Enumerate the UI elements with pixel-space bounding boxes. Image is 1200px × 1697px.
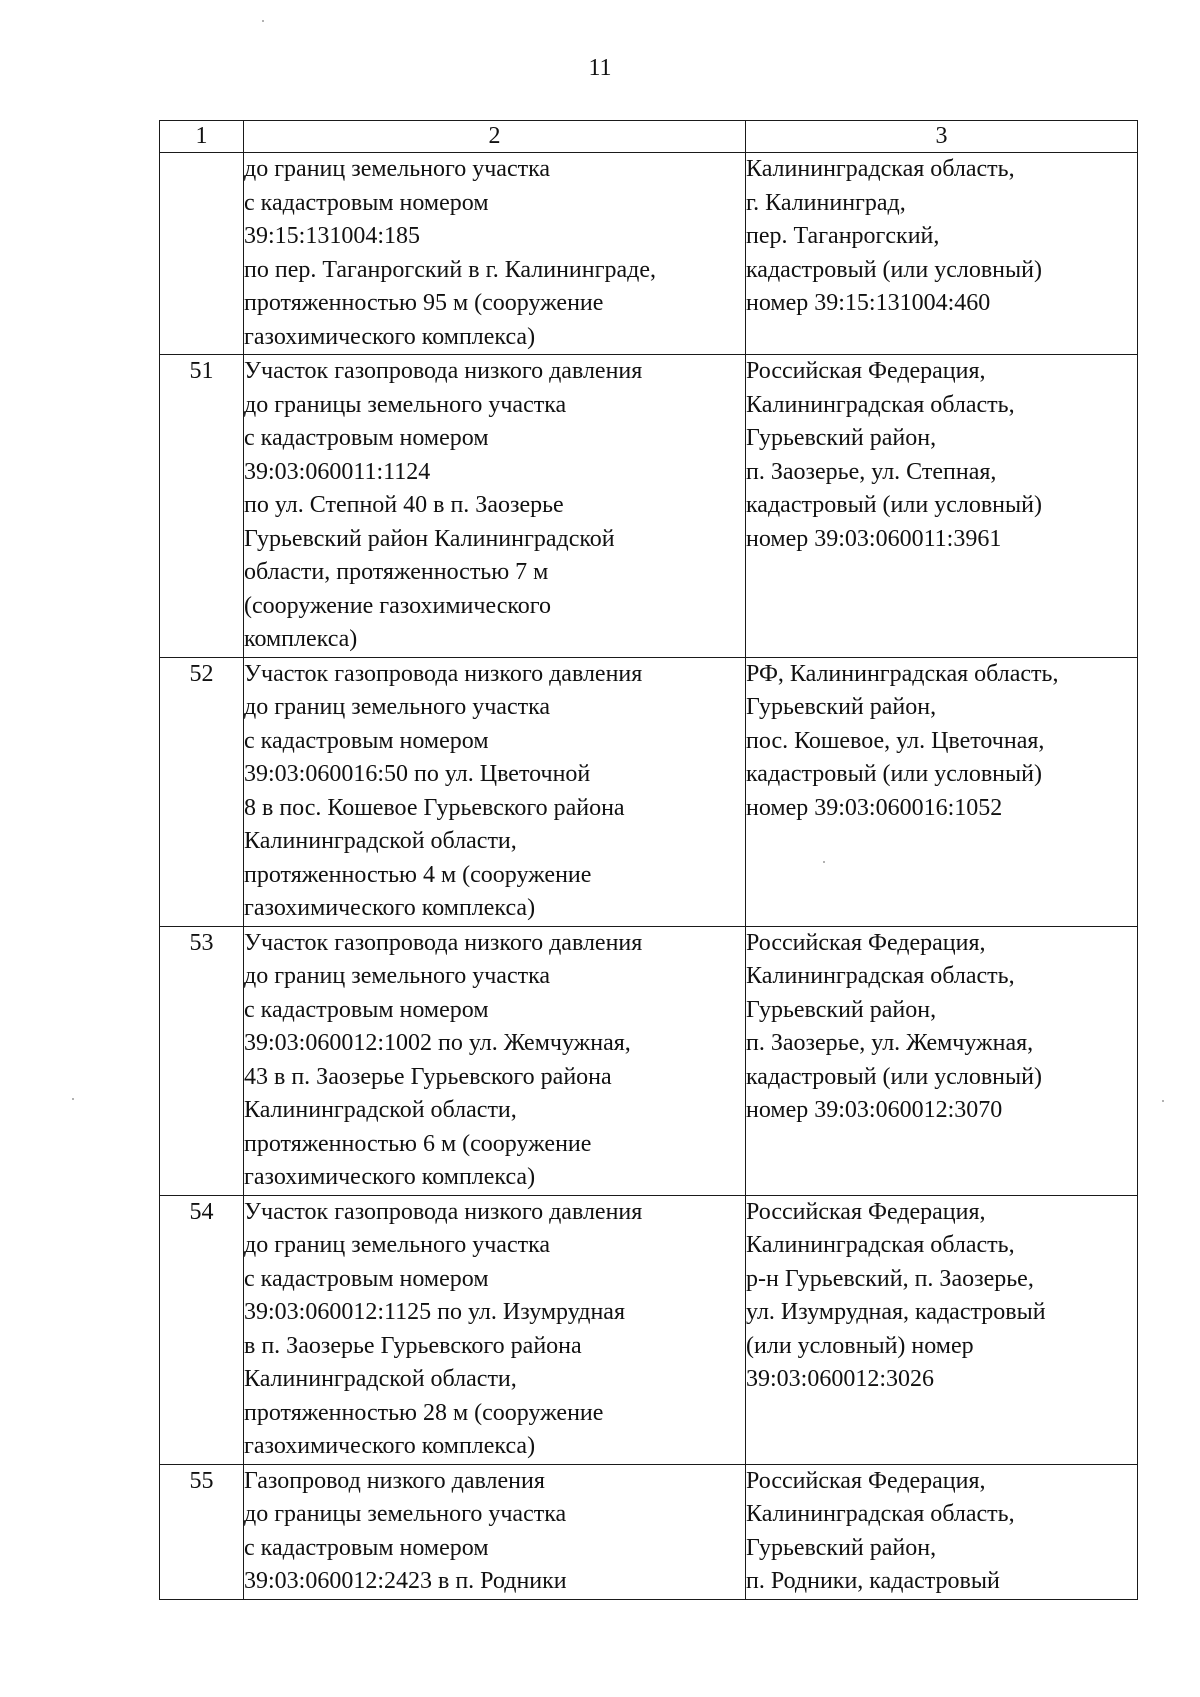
description-line: 39:03:060012:1002 по ул. Жемчужная,	[244, 1030, 631, 1056]
row-number: 52	[160, 657, 244, 926]
address-line: Гурьевский район,	[746, 996, 937, 1023]
address-line: кадастровый (или условный)	[746, 1063, 1042, 1090]
description-line: 39:15:131004:185	[244, 223, 421, 249]
description-line: газохимического комплекса)	[244, 895, 536, 921]
address-line: Российская Федерация,	[746, 358, 986, 384]
address-line: р-н Гурьевский, п. Заозерье,	[746, 1265, 1034, 1292]
address-line: кадастровый (или условный)	[746, 761, 1042, 787]
description-line: до границ земельного участка	[244, 1232, 551, 1258]
address-line: Российская Федерация,	[746, 929, 986, 956]
description-line: протяженностью 95 м (сооружение	[244, 290, 604, 316]
address-line: Калининградская область,	[746, 1501, 1015, 1527]
description-line: 39:03:060012:1125 по ул. Изумрудная	[244, 1299, 625, 1325]
description-line: Участок газопровода низкого давления	[244, 358, 643, 384]
description-line: протяженностью 6 м (сооружение	[244, 1130, 592, 1157]
column-header-3: 3	[746, 121, 1138, 153]
object-address	[746, 153, 1138, 355]
object-description	[244, 657, 746, 926]
description-line: до границы земельного участка	[244, 391, 567, 418]
description-line: 39:03:060011:1124	[244, 458, 431, 485]
description-line: по ул. Степной 40 в п. Заозерье	[244, 492, 564, 518]
description-line: с кадастровым номером	[244, 996, 489, 1023]
description-line: с кадастровым номером	[244, 727, 489, 754]
address-line: 39:03:060012:3026	[746, 1366, 935, 1392]
address-line: РФ, Калининградская область,	[746, 660, 1059, 687]
address-line: Российская Федерация,	[746, 1467, 986, 1494]
address-line: Гурьевский район,	[746, 425, 937, 451]
description-line: Участок газопровода низкого давления	[244, 929, 643, 956]
address-line: Калининградская область,	[746, 963, 1015, 989]
address-line: Калининградская область,	[746, 1232, 1015, 1258]
description-line: Калининградской области,	[244, 1097, 517, 1123]
document-table	[159, 120, 1138, 1600]
object-description	[244, 355, 746, 658]
description-line: с кадастровым номером	[244, 189, 489, 216]
description-line: Гурьевский район Калининградской	[244, 525, 615, 552]
description-line: до границы земельного участка	[244, 1501, 567, 1527]
address-line: Гурьевский район,	[746, 1534, 937, 1561]
scan-speck	[262, 20, 264, 22]
address-line: ул. Изумрудная, кадастровый	[746, 1299, 1046, 1325]
description-line: до границ земельного участка	[244, 156, 551, 182]
address-line: пос. Кошевое, ул. Цветочная,	[746, 727, 1045, 754]
description-line: Участок газопровода низкого давления	[244, 660, 643, 687]
address-line: кадастровый (или условный)	[746, 256, 1042, 283]
description-line: до границ земельного участка	[244, 963, 551, 989]
row-number: 53	[160, 926, 244, 1195]
description-line: Участок газопровода низкого давления	[244, 1198, 643, 1225]
object-description	[244, 1195, 746, 1464]
description-line: газохимического комплекса)	[244, 1433, 536, 1459]
object-description	[244, 926, 746, 1195]
description-line: протяженностью 28 м (сооружение	[244, 1399, 604, 1426]
object-address	[746, 355, 1138, 658]
table-row	[160, 1464, 1138, 1599]
description-line: 8 в пос. Кошевое Гурьевского района	[244, 794, 625, 821]
page-number: 11	[588, 55, 612, 81]
address-line: п. Заозерье, ул. Жемчужная,	[746, 1030, 1034, 1056]
address-line: Гурьевский район,	[746, 694, 937, 720]
table-body	[160, 153, 1138, 1600]
address-line: п. Родники, кадастровый	[746, 1568, 1000, 1594]
address-line: Калининградская область,	[746, 156, 1015, 182]
description-line: Калининградской области,	[244, 1366, 517, 1392]
scan-speck	[823, 861, 825, 863]
address-line: номер 39:15:131004:460	[746, 290, 991, 316]
row-number	[160, 153, 244, 355]
description-line: 39:03:060016:50 по ул. Цветочной	[244, 761, 591, 787]
object-address	[746, 1464, 1138, 1599]
table-row	[160, 1195, 1138, 1464]
column-header-2: 2	[244, 121, 746, 153]
description-line: (сооружение газохимического	[244, 592, 552, 619]
description-line: 43 в п. Заозерье Гурьевского района	[244, 1063, 612, 1090]
description-line: с кадастровым номером	[244, 1265, 489, 1292]
row-number: 54	[160, 1195, 244, 1464]
address-line: (или условный) номер	[746, 1332, 974, 1359]
object-description	[244, 1464, 746, 1599]
address-line: пер. Таганрогский,	[746, 223, 940, 249]
description-line: в п. Заозерье Гурьевского района	[244, 1332, 582, 1359]
description-line: протяженностью 4 м (сооружение	[244, 861, 592, 888]
description-line: комплекса)	[244, 626, 358, 652]
description-line: газохимического комплекса)	[244, 1164, 536, 1190]
description-line: по пер. Таганрогский в г. Калининграде,	[244, 256, 656, 283]
description-line: 39:03:060012:2423 в п. Родники	[244, 1568, 567, 1594]
description-line: Калининградской области,	[244, 828, 517, 854]
scan-speck	[1162, 1100, 1164, 1102]
address-line: номер 39:03:060012:3070	[746, 1097, 1003, 1123]
column-header-1: 1	[160, 121, 244, 153]
table-row	[160, 153, 1138, 355]
table-row	[160, 355, 1138, 658]
description-line: области, протяженностью 7 м	[244, 559, 549, 585]
address-line: номер 39:03:060011:3961	[746, 525, 1002, 552]
object-address	[746, 1195, 1138, 1464]
description-line: с кадастровым номером	[244, 1534, 489, 1561]
row-number: 51	[160, 355, 244, 658]
table-header-row	[160, 121, 1138, 153]
description-line: с кадастровым номером	[244, 425, 489, 451]
object-address	[746, 926, 1138, 1195]
scan-speck	[72, 1098, 74, 1100]
address-line: п. Заозерье, ул. Степная,	[746, 458, 997, 485]
row-number: 55	[160, 1464, 244, 1599]
description-line: газохимического комплекса)	[244, 323, 536, 350]
description-line: до границ земельного участка	[244, 694, 551, 720]
object-description	[244, 153, 746, 355]
description-line: Газопровод низкого давления	[244, 1467, 545, 1494]
address-line: Российская Федерация,	[746, 1198, 986, 1225]
table-row	[160, 926, 1138, 1195]
address-line: г. Калининград,	[746, 189, 906, 216]
address-line: Калининградская область,	[746, 391, 1015, 418]
table-row	[160, 657, 1138, 926]
address-line: кадастровый (или условный)	[746, 492, 1042, 518]
object-address	[746, 657, 1138, 926]
address-line: номер 39:03:060016:1052	[746, 794, 1003, 821]
